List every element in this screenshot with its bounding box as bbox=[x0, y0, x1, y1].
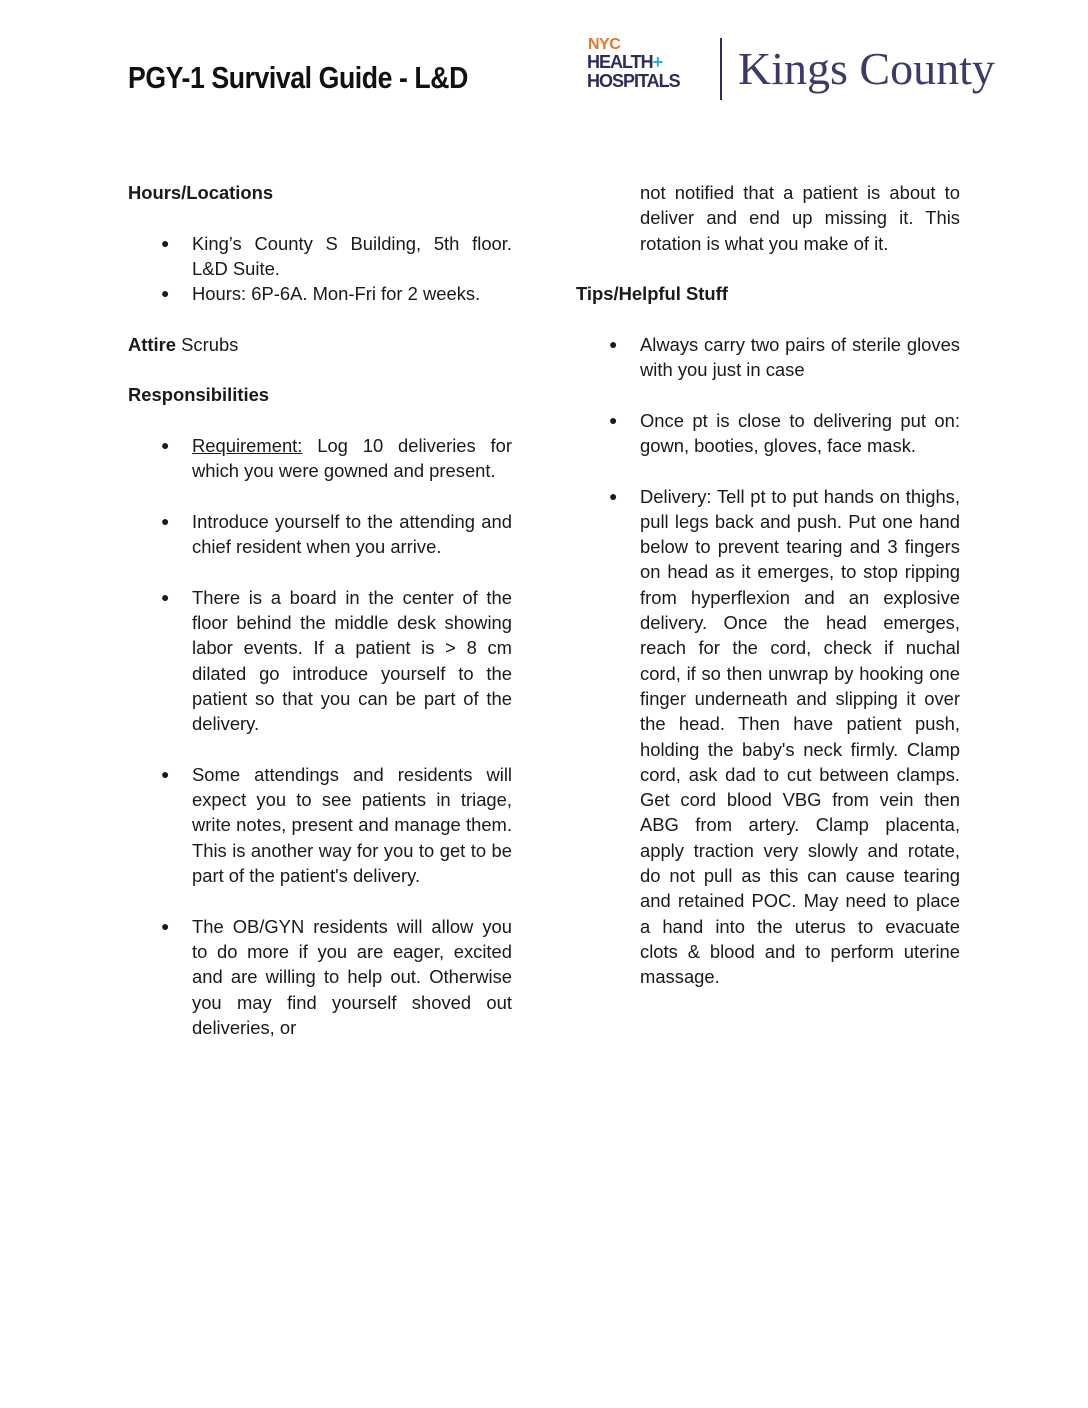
nyc-health-hospitals-kings-county-logo bbox=[586, 36, 1038, 102]
list-item: ● There is a board in the center of the floor behind the middle desk showing labor events. If a patient is > 8 cm dilated go introduce yourself to the patient so that you can be part of the delivery. bbox=[128, 585, 512, 737]
responsibilities-list bbox=[128, 433, 512, 1040]
attire-heading: Attire bbox=[128, 333, 177, 355]
attire-line bbox=[128, 332, 512, 357]
list-item: ● Delivery: Tell pt to put hands on thighs, pull legs back and push. Put one hand below to prevent tearing and 3 fingers on head as it emerges, to stop ripping from hyperflexion and an explosive delivery. Once the head emerges, reach for the cord, check if nuchal cord, if so then unwrap by hooking one finger underneath and slipping it over the head. Then have patient push, holding the baby's neck firmly. Clamp cord, ask dad to cut between clamps. Get cord blood VBG from vein then ABG from artery. Clamp placenta, apply traction very slowly and rotate, do not pull as this can cause tearing and retained POC. May need to place a hand into the uterus to evacuate clots & blood and to perform uterine massage. bbox=[576, 484, 960, 990]
list-item: ● The OB/GYN residents will allow you to do more if you are eager, excited and are willing to help out. Otherwise you may find yourself shoved out deliveries, or bbox=[128, 914, 512, 1040]
list-spacer bbox=[128, 737, 512, 762]
list-spacer bbox=[576, 382, 960, 407]
requirement-text: Log 10 deliveries for which you were gowned and present. bbox=[192, 434, 512, 482]
list-spacer bbox=[128, 484, 512, 509]
right-column bbox=[576, 180, 960, 990]
list-item bbox=[128, 433, 512, 484]
page-title: PGY-1 Survival Guide - L&D bbox=[128, 60, 468, 95]
responsibilities-continuation: not notified that a patient is about to deliver and end up missing it. This rotation is what you make of it. bbox=[640, 182, 960, 254]
hours-heading: Hours/Locations bbox=[128, 182, 274, 203]
left-column bbox=[128, 180, 512, 1040]
tips-list bbox=[576, 332, 960, 990]
nyc-health-hospitals-wordmark bbox=[586, 36, 706, 102]
list-item: ● Always carry two pairs of sterile gloves with you just in case bbox=[576, 332, 960, 383]
list-spacer bbox=[128, 559, 512, 584]
logo-plus-icon: + bbox=[652, 52, 663, 72]
logo-facility-name: Kings County bbox=[738, 43, 995, 94]
list-spacer bbox=[576, 458, 960, 483]
list-spacer bbox=[128, 888, 512, 913]
logo-health-text bbox=[587, 53, 662, 71]
list-item: ● Hours: 6P-6A. Mon-Fri for 2 weeks. bbox=[128, 281, 512, 306]
responsibilities-heading: Responsibilities bbox=[128, 384, 270, 406]
list-item: ● Introduce yourself to the attending and chief resident when you arrive. bbox=[128, 509, 512, 560]
logo-hospitals-text: HOSPITALS bbox=[587, 71, 680, 91]
attire-value: Scrubs bbox=[176, 333, 239, 355]
logo-divider bbox=[720, 38, 722, 100]
logo-health-word: HEALTH bbox=[587, 52, 653, 72]
requirement-label: Requirement: bbox=[192, 434, 303, 456]
logo-nyc-text: NYC bbox=[588, 36, 621, 53]
tips-heading: Tips/Helpful Stuff bbox=[576, 283, 728, 305]
hours-list bbox=[128, 231, 512, 307]
list-item: ● King’s County S Building, 5th floor. L&D Suite. bbox=[128, 231, 512, 282]
list-item: ● Once pt is close to delivering put on: gown, booties, gloves, face mask. bbox=[576, 408, 960, 459]
list-item: ● Some attendings and residents will expect you to see patients in triage, write notes, present and manage them. This is another way for you to get to be part of the patient's delivery. bbox=[128, 762, 512, 888]
